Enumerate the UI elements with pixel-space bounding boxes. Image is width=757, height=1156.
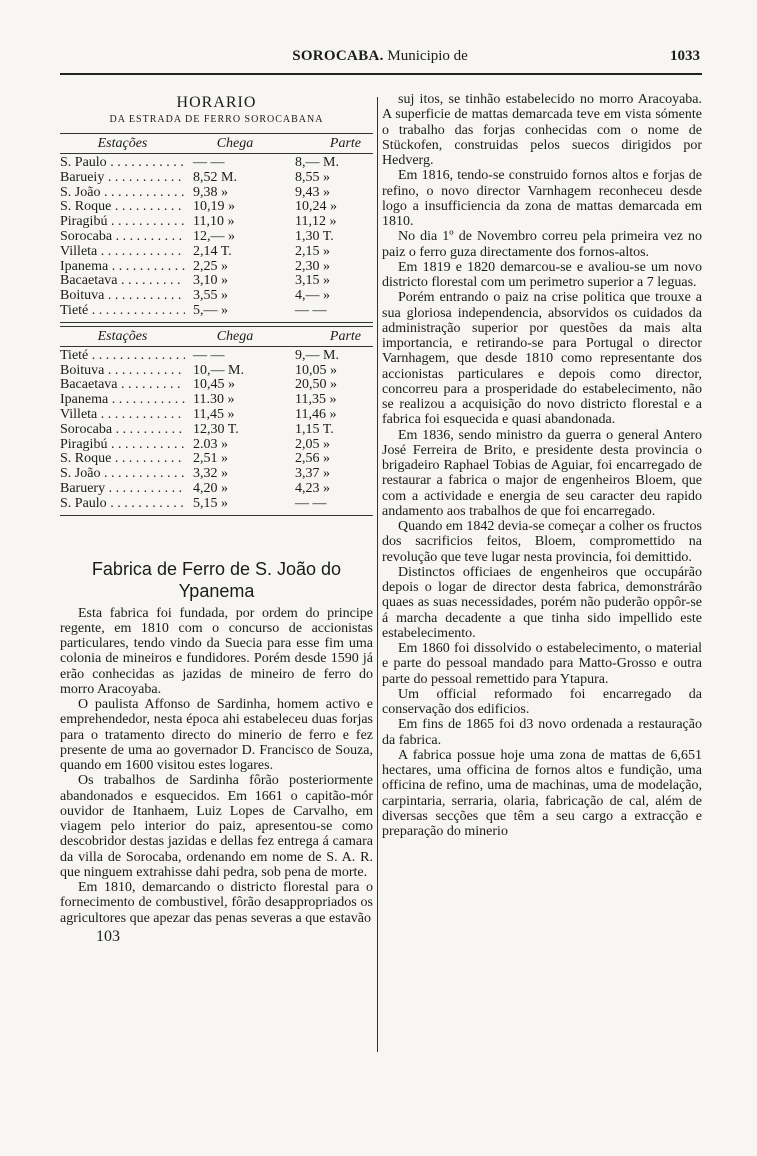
column-rule (377, 97, 378, 1052)
paragraph: No dia 1º de Novembro correu pela primeira vez no paiz o ferro guza directamente dos fornos-altos. (382, 229, 702, 260)
paragraph: A fabrica possue hoje uma zona de mattas de 6,651 hectares, uma officina de fornos altos e fundição, uma officina de refino, uma de machinas, uma de modelação, carpintaria, serraria, olaria, fabricação de cal, além de diversas secções que têm a seu cargo a extracção e preparação do minerio (382, 747, 702, 839)
header-rule (60, 73, 702, 75)
arrival-time: 4,20 » (193, 480, 228, 496)
arrival-time: 11,45 » (193, 406, 235, 422)
paragraph: Um official reformado foi encarregado da conservação dos edificios. (382, 686, 702, 717)
arrival-time: 3,10 » (193, 273, 228, 289)
station-name: Tieté . . . (60, 349, 185, 364)
paragraph: Porém entrando o paiz na crise politica que trouxe a sua gloriosa independencia, absorvidos os cuidados da administração superior por questões da mais alta importancia, e retirando-se para Portugal o director Varnhagem, que desde 1810 como representante dos accionistas particulares e depois como director, concorreu para a prosperidade do estabelecimento, não se realizou a acquisição do novo districto florestal e a fabrica foi esquecida e quasi abandonada. (382, 290, 702, 428)
paragraph: Em 1836, sendo ministro da guerra o general Antero José Ferreira de Brito, e presidente desta provincia o brigadeiro Raphael Tobias de Aguiar, foi encarregado de restaurar a fabrica o major de engenheiros Bloem, que com a actividade e energia de seu caracter deu rapido andamento aos trabalhos de que foi encarregado. (382, 427, 702, 519)
station-name: Barueiy . . . (60, 171, 185, 186)
departure-time: — — (295, 302, 327, 318)
arrival-time: — — (193, 155, 225, 170)
departure-time: 20,50 » (295, 377, 337, 393)
header-title-bold: SOROCABA. (292, 48, 384, 64)
timetable-row (60, 230, 373, 245)
arrival-time: — — (193, 347, 225, 363)
departure-time: 10,05 » (295, 362, 337, 378)
departure-time: 4,23 » (295, 480, 330, 496)
timetable-row (60, 349, 373, 364)
paragraph: Em 1816, tendo-se construido fornos altos e forjas de refino, o novo director Varnhagem reconheceu desde logo a insufficiencia da zona de mattas demarcada em 1810. (382, 168, 702, 229)
running-header (60, 48, 700, 72)
departure-time: 2,56 » (295, 451, 330, 467)
station-name: Piragibú . . . (60, 438, 185, 453)
station-name: S. Roque . . . (60, 452, 185, 467)
folio-number: 103 (96, 927, 120, 945)
paragraph: Distinctos officiaes de engenheiros que occupárão depois o logar de director desta fabrica, demonstrárão quaes as suas necessidades, porém não puderão oppôr-se á marcha decadente a que tinha sido impellido este estabelecimento. (382, 564, 702, 641)
article-body-right (382, 92, 702, 839)
timetable-row (60, 245, 373, 260)
station-name: Boituva . . . (60, 364, 185, 379)
departure-time: 4,— » (295, 288, 330, 304)
timetable-row (60, 304, 373, 319)
station-name: Villeta . . . (60, 408, 185, 423)
arrival-time: 10,45 » (193, 377, 235, 393)
station-name: S. João . . . (60, 467, 185, 482)
paragraph: suj itos, se tinhão estabelecido no morro Aracoyaba. A superficie de mattas demarcada teve em vista sómente o trabalho das forjas conhecidas com o nome de Stückofen, construidas pelos suecos dirigidos por Hedverg. (382, 92, 702, 168)
arrival-time: 9,38 » (193, 184, 228, 200)
departure-time: 9,— M. (295, 347, 339, 363)
paragraph: Os trabalhos de Sardinha fôrão posteriormente abandonados e esquecidos. Em 1661 o capitão-mór ouvidor de Itanhaem, Luiz Lopes de Carvalho, em viagem pelo interior do paiz, apresentou-se como descobridor destas jazidas e dellas fez entrega á camara da villa de Sorocaba, ordenando em nome de S. A. R. que ninguem extrahisse dahi pedra, sob pena de morte. (60, 773, 373, 880)
arrival-time: 12,— » (193, 228, 235, 244)
departure-time: 8,55 » (295, 169, 330, 185)
station-name: Ipanema . . . (60, 393, 185, 408)
arrival-time: 3,32 » (193, 466, 228, 482)
timetable-row (60, 452, 373, 467)
arrival-time: 10,— M. (193, 362, 244, 378)
arrival-time: 5,— » (193, 302, 228, 318)
station-name: Sorocaba . . . (60, 230, 185, 245)
col-header-stations: Estações (97, 136, 148, 151)
arrival-time: 5,15 » (193, 495, 228, 511)
departure-time: 11,12 » (295, 214, 337, 230)
station-name: Piragibú . . . (60, 215, 185, 230)
timetable-rows (60, 156, 373, 319)
departure-time: — — (295, 495, 327, 511)
station-name: Boituva . . . (60, 289, 185, 304)
timetable-row (60, 186, 373, 201)
paragraph: Em 1860 foi dissolvido o estabelecimento, o material e parte do pessoal mandado para Matto-Grosso e outra parte do pessoal remettido para Ytapura. (382, 641, 702, 687)
departure-time: 2,15 » (295, 243, 330, 259)
station-name: S. Paulo . . . (60, 156, 185, 171)
timetable-row (60, 260, 373, 275)
departure-time: 1,30 T. (295, 228, 334, 244)
station-name: Villeta . . . (60, 245, 185, 260)
timetable-row (60, 467, 373, 482)
col-header-departs: Parte (329, 328, 361, 344)
paragraph: O paulista Affonso de Sardinha, homem activo e emprehendedor, nesta época ahi estabeleceu duas forjas para o tratamento directo do minerio de ferro e fez presente de uma ao governador D. Francisco de Souza, quando em 1600 visitou estes logares. (60, 697, 373, 774)
timetable-row (60, 423, 373, 438)
departure-time: 1,15 T. (295, 421, 334, 437)
timetable-row (60, 200, 373, 215)
timetable-row (60, 274, 373, 289)
arrival-time: 12,30 T. (193, 421, 239, 437)
departure-time: 11,46 » (295, 406, 337, 422)
arrival-time: 8,52 M. (193, 169, 237, 185)
right-column (382, 92, 702, 839)
paragraph: Em 1819 e 1820 demarcou-se e avaliou-se um novo districto florestal com um perimetro superior a 7 leguas. (382, 259, 702, 290)
station-name: Ipanema . . . (60, 260, 185, 275)
timetable-row (60, 438, 373, 453)
timetable-title: HORARIO (176, 94, 257, 111)
arrival-time: 11,10 » (193, 214, 235, 230)
arrival-time: 11.30 » (193, 392, 235, 408)
station-name: Tieté . . . (60, 304, 185, 319)
departure-time: 10,24 » (295, 199, 337, 215)
paragraph: Em 1810, demarcando o districto florestal para o fornecimento de combustivel, fôrão desappropriados os agricultores que apezar das penas severas a que estavão (60, 880, 373, 926)
timetable-row (60, 156, 373, 171)
timetable-subtitle: DA ESTRADA DE FERRO SOROCABANA (109, 114, 324, 125)
timetable-header (60, 329, 373, 347)
timetable-row (60, 289, 373, 304)
timetable-row (60, 364, 373, 379)
arrival-time: 2,51 » (193, 451, 228, 467)
arrival-time: 2,25 » (193, 258, 228, 274)
arrival-time: 2.03 » (193, 436, 228, 452)
departure-time: 3,15 » (295, 273, 330, 289)
timetable-row (60, 215, 373, 230)
col-header-arrives: Chega (216, 136, 254, 151)
page-number: 1033 (670, 48, 700, 64)
station-name: Bacaetava . . . (60, 274, 185, 289)
timetable-return (60, 326, 373, 516)
timetable-row (60, 482, 373, 497)
header-title (60, 48, 700, 65)
article-body-left (60, 606, 373, 926)
station-name: S. João . . . (60, 186, 185, 201)
departure-time: 8,— M. (295, 155, 339, 170)
header-title-rest: Municipio de (387, 48, 468, 64)
paragraph: Em fins de 1865 foi d3 novo ordenada a restauração da fabrica. (382, 717, 702, 748)
col-header-stations: Estações (97, 328, 148, 344)
timetable-header (60, 136, 373, 154)
timetable-rows (60, 349, 373, 512)
departure-time: 9,43 » (295, 184, 330, 200)
timetable-row (60, 497, 373, 512)
col-header-departs: Parte (329, 136, 361, 151)
station-name: S. Roque . . . (60, 200, 185, 215)
timetable-outbound (60, 133, 373, 323)
timetable-row (60, 171, 373, 186)
timetable-row (60, 393, 373, 408)
timetable-row (60, 408, 373, 423)
paragraph: Esta fabrica foi fundada, por ordem do principe regente, em 1810 com o concurso de accionistas particulares, tendo vindo da Suecia para esse fim uma colonia de mineiros e fundidores. Porém desde 1590 já erão conhecidas as jazidas de mineiro de ferro do morro Aracoyaba. (60, 605, 373, 697)
departure-time: 2,05 » (295, 436, 330, 452)
station-name: Baruery . . . (60, 482, 185, 497)
departure-time: 2,30 » (295, 258, 330, 274)
departure-time: 3,37 » (295, 466, 330, 482)
paragraph: Quando em 1842 devia-se começar a colher os fructos dos sacrificios feitos, Bloem, compromettido na revolução que teve lugar nesta provincia, foi demittido. (382, 519, 702, 565)
station-name: Sorocaba . . . (60, 423, 185, 438)
station-name: Bacaetava . . . (60, 378, 185, 393)
col-header-arrives: Chega (216, 328, 254, 344)
station-name: S. Paulo . . . (60, 497, 185, 512)
left-column (60, 92, 373, 946)
arrival-time: 3,55 » (193, 288, 228, 304)
departure-time: 11,35 » (295, 392, 337, 408)
timetable-row (60, 378, 373, 393)
article-title: Fabrica de Ferro de S. João do Ypanema (91, 558, 342, 601)
arrival-time: 2,14 T. (193, 243, 232, 259)
arrival-time: 10,19 » (193, 199, 235, 215)
